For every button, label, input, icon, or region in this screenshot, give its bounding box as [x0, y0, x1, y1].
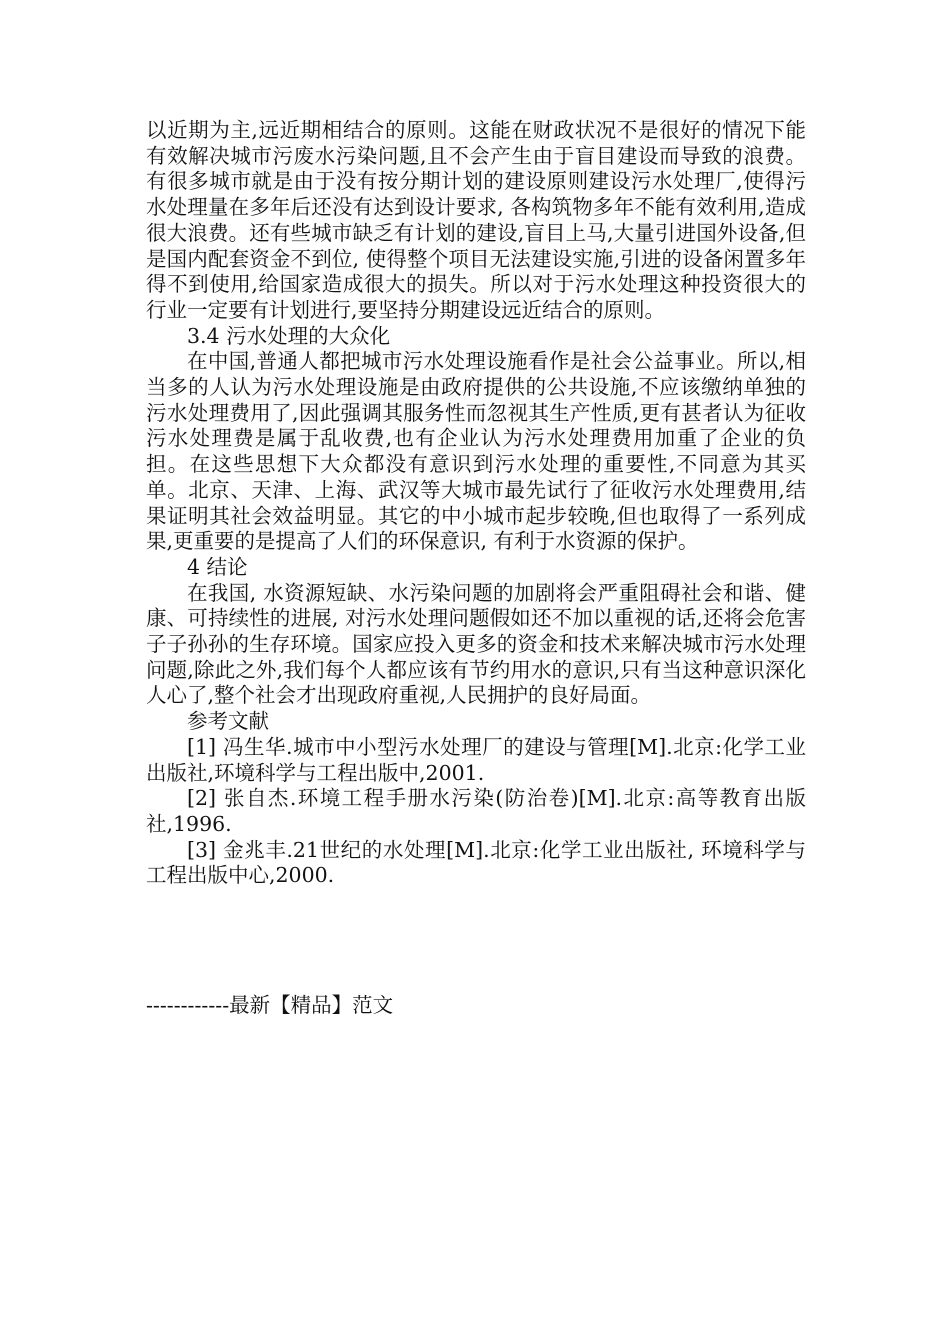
reference-item-3: [3] 金兆丰.21世纪的水处理[M].北京:化学工业出版社, 环境科学与工程出版中心,2000. — [146, 837, 806, 888]
section-heading-3-4: 3.4 污水处理的大众化 — [187, 323, 391, 348]
document-body — [146, 118, 806, 889]
reference-item-1: [1] 冯生华.城市中小型污水处理厂的建设与管理[M].北京:化学工业出版社,环境科学与工程出版中,2001. — [146, 734, 806, 785]
paragraph-section-3-4: 在中国,普通人都把城市污水处理设施看作是社会公益事业。所以,相当多的人认为污水处理设施是由政府提供的公共设施,不应该缴纳单独的污水处理费用了,因此强调其服务性而忽视其生产性质,更有甚者认为征收污水处理费是属于乱收费,也有企业认为污水处理费用加重了企业的负担。在这些思想下大众都没有意识到污水处理的重要性,不同意为其买单。北京、天津、上海、武汉等大城市最先试行了征收污水处理费用,结果证明其社会效益明显。其它的中小城市起步较晚,但也取得了一系列成果,更重要的是提高了人们的环保意识, 有利于水资源的保护。 — [146, 349, 806, 554]
section-heading-4: 4 结论 — [187, 554, 248, 579]
reference-item-2: [2] 张自杰.环境工程手册水污染(防治卷)[M].北京:高等教育出版社,1996. — [146, 786, 806, 836]
paragraph-intro: 以近期为主,远近期相结合的原则。这能在财政状况不是很好的情况下能有效解决城市污废水污染问题,且不会产生由于盲目建设而导致的浪费。有很多城市就是由于没有按分期计划的建设原则建设污水处理厂,使得污水处理量在多年后还没有达到设计要求, 各构筑物多年不能有效利用,造成很大浪费。还有些城市缺乏有计划的建设,盲目上马,大量引进国外设备,但是国内配套资金不到位, 使得整个项目无法建设实施,引进的设备闲置多年得不到使用,给国家造成很大的损失。所以对于污水处理这种投资很大的行业一定要有计划进行,要坚持分期建设远近结合的原则。 — [146, 118, 806, 322]
references-title: 参考文献 — [187, 709, 269, 734]
footer-text: ------------最新【精品】范文 — [146, 993, 394, 1017]
paragraph-section-4: 在我国, 水资源短缺、水污染问题的加剧将会严重阻碍社会和谐、健康、可持续性的进展, 对污水处理问题假如还不加以重视的话,还将会危害子子孙孙的生存环境。国家应投入更多的资金和技术来解决城市污水处理问题,除此之外,我们每个人都应该有节约用水的意识,只有当这种意识深化人心了,整个社会才出现政府重视,人民拥护的良好局面。 — [146, 580, 806, 708]
